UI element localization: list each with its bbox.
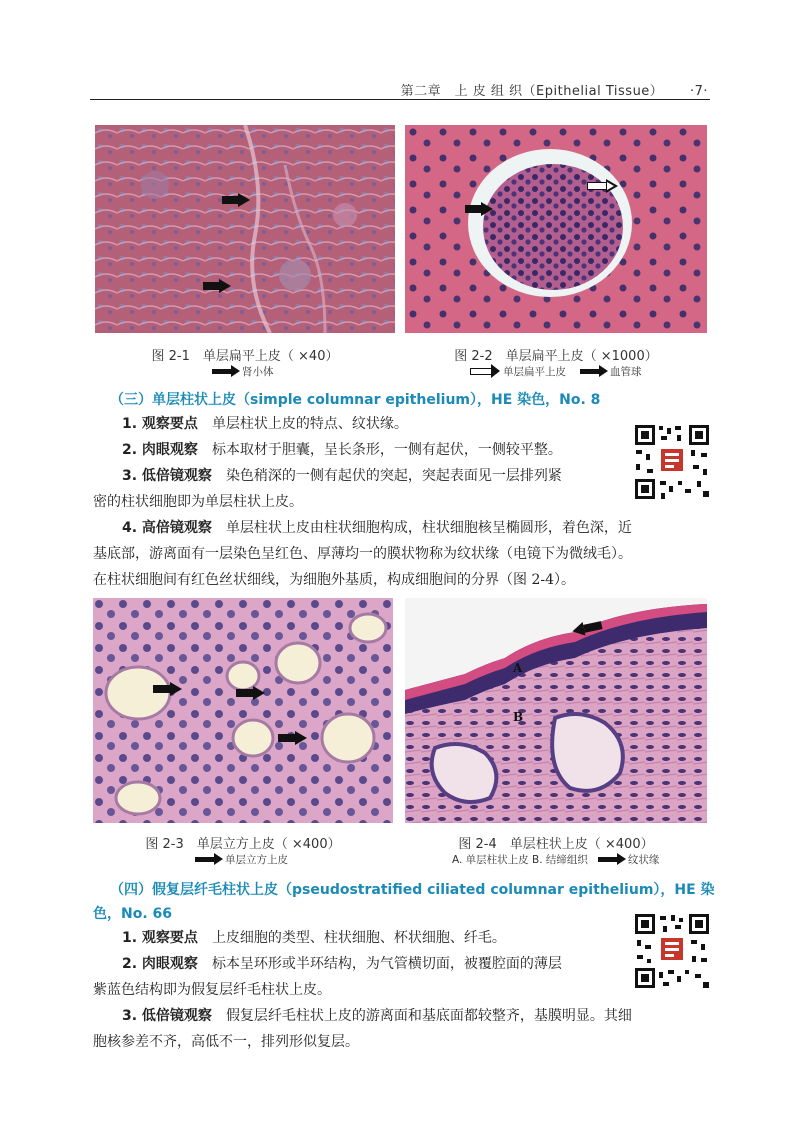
arrow-glomerulus bbox=[465, 202, 493, 216]
section-3-point-3-cont: 密的柱状细胞即为单层柱状上皮。 bbox=[93, 494, 303, 510]
qr-code-section-4[interactable] bbox=[633, 912, 711, 990]
legend-black-arrow-icon bbox=[212, 369, 232, 374]
text: 染色稍深的一侧有起伏的突起，突起表面见一层排列紧 bbox=[225, 468, 562, 484]
legend-black-arrow-icon bbox=[598, 857, 618, 862]
figure-2-4-label-b: B bbox=[513, 710, 524, 724]
text: 假复层纤毛柱状上皮的游离面和基底面都较整齐，基膜明显。其细 bbox=[225, 1008, 632, 1024]
arrow-cuboidal-1 bbox=[153, 682, 183, 696]
legend-label-white: 单层扁平上皮 bbox=[503, 366, 566, 378]
figure-2-4-legend bbox=[452, 852, 659, 867]
section-4-heading-line-1: （四）假复层纤毛柱状上皮（pseudostratified ciliated columnar epithelium），HE 染 bbox=[110, 882, 715, 898]
label: 1. 观察要点 bbox=[122, 416, 198, 432]
figure-2-1-legend bbox=[212, 364, 274, 379]
section-4-point-2 bbox=[122, 951, 562, 977]
legend-text: A. 单层柱状上皮 B. 结缔组织 bbox=[452, 854, 588, 866]
label: 3. 低倍镜观察 bbox=[122, 468, 212, 484]
chapter-title: 第二章 上 皮 组 织（Epithelial Tissue） bbox=[400, 84, 664, 99]
text: 上皮细胞的类型、柱状细胞、杯状细胞、纤毛。 bbox=[211, 930, 506, 946]
figure-2-3-image bbox=[93, 598, 393, 823]
label: 1. 观察要点 bbox=[122, 930, 198, 946]
section-3-point-4-line-3: 在柱状细胞间有红色丝状细线，为细胞外基质，构成细胞间的分界（图 2-4）。 bbox=[93, 572, 575, 588]
legend-label: 单层立方上皮 bbox=[225, 854, 288, 866]
figure-2-1-image bbox=[95, 125, 395, 333]
figure-2-2-caption: 图 2-2 单层扁平上皮（ ×1000） bbox=[454, 349, 658, 364]
figure-2-2-image bbox=[405, 125, 707, 333]
section-3-point-2 bbox=[122, 437, 562, 463]
section-3-heading: （三）单层柱状上皮（simple columnar epithelium），HE 染色，No. 8 bbox=[110, 392, 601, 408]
arrow-renal-corpuscle-2 bbox=[203, 279, 231, 293]
section-3-point-1 bbox=[122, 411, 408, 437]
header-rule bbox=[90, 99, 710, 100]
section-4-point-2-cont: 紫蓝色结构即为假复层纤毛柱状上皮。 bbox=[93, 982, 331, 998]
section-4-point-3-cont: 胞核参差不齐，高低不一，排列形似复层。 bbox=[93, 1034, 359, 1050]
legend-label-black: 血管球 bbox=[610, 366, 642, 378]
arrow-cuboidal-2 bbox=[236, 686, 266, 700]
text: 单层柱状上皮由柱状细胞构成，柱状细胞核呈椭圆形，着色深，近 bbox=[225, 520, 632, 536]
label: 3. 低倍镜观察 bbox=[122, 1008, 212, 1024]
running-header bbox=[401, 80, 708, 99]
figure-2-4-image bbox=[405, 598, 707, 823]
qr-code-section-3[interactable] bbox=[633, 423, 711, 501]
legend-black-arrow-icon bbox=[195, 857, 215, 862]
text: 标本取材于胆囊，呈长条形，一侧有起伏，一侧较平整。 bbox=[211, 442, 562, 458]
figure-2-3-legend bbox=[195, 852, 288, 867]
text: 单层柱状上皮的特点、纹状缘。 bbox=[211, 416, 408, 432]
section-4-point-1 bbox=[122, 925, 506, 951]
text: 标本呈环形或半环结构，为气管横切面，被覆腔面的薄层 bbox=[211, 956, 562, 972]
arrow-cuboidal-3 bbox=[278, 731, 308, 745]
label: 2. 肉眼观察 bbox=[122, 442, 198, 458]
legend-label-black: 纹状缘 bbox=[627, 854, 660, 866]
figure-2-3-caption: 图 2-3 单层立方上皮（ ×400） bbox=[145, 837, 341, 852]
figure-2-2-legend bbox=[470, 364, 642, 379]
section-3-point-3 bbox=[122, 463, 562, 489]
legend-label: 肾小体 bbox=[242, 366, 274, 378]
section-3-point-4-line-2: 基底部，游离面有一层染色呈红色、厚薄均一的膜状物称为纹状缘（电镜下为微绒毛）。 bbox=[93, 546, 632, 562]
section-3-point-4 bbox=[122, 515, 632, 541]
figure-2-1-caption: 图 2-1 单层扁平上皮（ ×40） bbox=[151, 349, 339, 364]
figure-2-4-caption: 图 2-4 单层柱状上皮（ ×400） bbox=[458, 837, 654, 852]
legend-white-arrow-icon bbox=[470, 368, 492, 375]
page-number: ·7· bbox=[689, 84, 708, 99]
arrow-squamous-epithelium bbox=[587, 179, 621, 193]
figure-2-4-label-a: A bbox=[513, 661, 523, 675]
section-4-point-3 bbox=[122, 1003, 632, 1029]
label: 4. 高倍镜观察 bbox=[122, 520, 212, 536]
arrow-renal-corpuscle-1 bbox=[222, 193, 250, 207]
legend-black-arrow-icon bbox=[580, 369, 600, 374]
section-4-heading-line-2: 色，No. 66 bbox=[93, 906, 173, 922]
label: 2. 肉眼观察 bbox=[122, 956, 198, 972]
